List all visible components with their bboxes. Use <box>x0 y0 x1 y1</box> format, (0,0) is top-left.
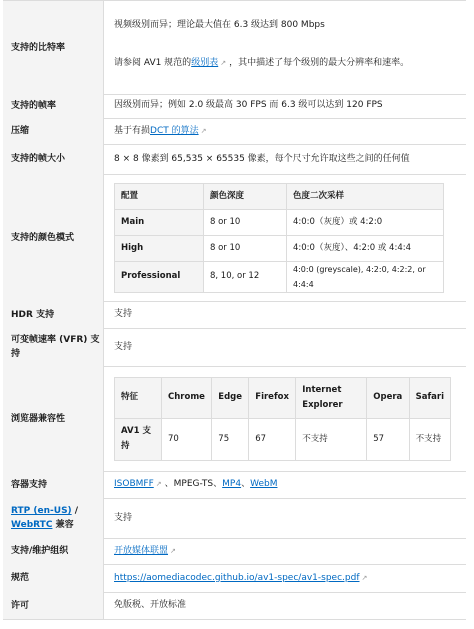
external-link-icon: ↗ <box>220 59 227 67</box>
note-prefix: 请参阅 AV1 规范的 <box>114 58 192 68</box>
external-link-icon: ↗ <box>155 480 162 488</box>
table-cell: 不支持 <box>409 418 450 460</box>
table-cell: 8 or 10 <box>204 235 287 261</box>
row-value <box>104 174 466 301</box>
row-label: 浏览器兼容性 <box>3 366 104 471</box>
table-header: Edge <box>212 377 249 418</box>
table-header: Internet Explorer <box>296 377 367 418</box>
table-header: Opera <box>367 377 409 418</box>
table-cell: Main <box>115 209 204 235</box>
bitrate-text: 视频级别而异；理论最大值在 6.3 级达到 800 Mbps <box>114 20 325 30</box>
spec-pdf-link[interactable]: https://aomediacodec.github.io/av1-spec/av1-spec.pdf <box>114 572 360 583</box>
row-label: 支持的颜色模式 <box>3 174 104 301</box>
compression-prefix: 基于有损 <box>114 125 151 136</box>
browser-compat-table <box>114 377 451 461</box>
table-row <box>115 261 444 292</box>
table-header: 颜色深度 <box>204 183 287 209</box>
table-cell: 8 or 10 <box>204 209 287 235</box>
table-cell: 67 <box>249 418 296 460</box>
separator: 、 <box>241 479 251 489</box>
row-label: 支持/维护组织 <box>3 538 104 564</box>
table-header: 特征 <box>115 377 162 418</box>
row-hdr <box>3 301 466 329</box>
table-header: Chrome <box>162 377 212 418</box>
row-rtp-webrtc <box>3 498 466 539</box>
row-bitrate <box>3 0 466 95</box>
row-value <box>104 366 466 471</box>
webm-link[interactable]: WebM <box>250 479 278 489</box>
label-separator: / <box>71 506 79 516</box>
row-value: 免版税、开放标准 <box>114 600 187 610</box>
webrtc-link[interactable]: WebRTC <box>11 520 53 530</box>
table-cell: 57 <box>367 418 409 460</box>
row-value <box>104 1 466 94</box>
row-license <box>3 592 466 620</box>
row-containers <box>3 471 466 499</box>
table-row <box>115 209 444 235</box>
levels-table-link[interactable]: 级别表 <box>191 58 219 68</box>
table-cell: 75 <box>212 418 249 460</box>
label-suffix: 兼容 <box>52 520 74 530</box>
isobmff-link[interactable]: ISOBMFF <box>114 479 154 489</box>
codec-spec-table <box>3 0 466 622</box>
row-label: 压缩 <box>3 118 104 144</box>
separator: 、 <box>213 479 223 489</box>
table-cell: Professional <box>115 261 204 292</box>
rtp-link[interactable]: RTP (en-US) <box>11 506 72 516</box>
table-row <box>115 235 444 261</box>
separator: 、 <box>164 479 174 489</box>
table-cell: 4:0:0（灰度）、4:2:0 或 4:4:4 <box>287 235 444 261</box>
row-label: 容器支持 <box>3 471 104 498</box>
row-browser-compat <box>3 366 466 472</box>
row-label: 支持的帧大小 <box>3 144 104 174</box>
table-row <box>115 418 451 460</box>
row-label: 可变帧速率 (VFR) 支持 <box>3 328 104 366</box>
table-cell: 4:0:0 (greyscale), 4:2:0, 4:2:2, or 4:4:4 <box>287 261 444 292</box>
row-value: 支持 <box>114 341 133 352</box>
row-value <box>104 564 466 592</box>
table-header: 配置 <box>115 183 204 209</box>
row-label: 支持的帧率 <box>3 93 104 118</box>
row-colormodes <box>3 174 466 302</box>
row-specification <box>3 564 466 593</box>
table-cell: 70 <box>162 418 212 460</box>
row-framesize <box>3 144 466 175</box>
row-label: HDR 支持 <box>3 301 104 328</box>
table-header-row <box>115 377 451 418</box>
table-header-row <box>115 183 444 209</box>
table-cell: AV1 支持 <box>115 418 162 460</box>
row-value <box>104 118 466 144</box>
row-value: 支持 <box>114 309 133 319</box>
row-label <box>3 498 104 538</box>
table-header: Firefox <box>249 377 296 418</box>
note-suffix: ，其中描述了每个级别的最大分辨率和速率。 <box>229 58 410 68</box>
external-link-icon: ↗ <box>170 546 176 555</box>
table-cell: 8, 10, or 12 <box>204 261 287 292</box>
external-link-icon: ↗ <box>200 126 207 135</box>
mpeg-ts-text: MPEG-TS <box>173 479 214 489</box>
mp4-link[interactable]: MP4 <box>222 479 242 489</box>
row-value <box>104 471 466 498</box>
row-compression <box>3 118 466 145</box>
row-label: 支持的比特率 <box>3 1 104 94</box>
row-value: 因级别而异；例如 2.0 级最高 30 FPS 而 6.3 级可以达到 120 FPS <box>114 100 383 110</box>
bitrate-note <box>114 56 409 71</box>
row-value <box>104 538 466 564</box>
color-mode-table <box>114 183 444 293</box>
row-value: 支持 <box>114 512 133 523</box>
table-cell: 4:0:0（灰度）或 4:2:0 <box>287 209 444 235</box>
row-label: 许可 <box>3 592 104 619</box>
aomedia-link[interactable]: 开放媒体联盟 <box>114 545 169 556</box>
table-header: Safari <box>409 377 450 418</box>
row-label: 规范 <box>3 564 104 592</box>
row-vfr <box>3 328 466 367</box>
external-link-icon: ↗ <box>361 573 368 582</box>
row-value: 8 × 8 像素到 65,535 × 65535 像素，每个尺寸允许取这些之间的任何值 <box>114 153 410 164</box>
table-cell: 不支持 <box>296 418 367 460</box>
table-cell: High <box>115 235 204 261</box>
dct-link[interactable]: DCT 的算法 <box>150 125 199 136</box>
table-header: 色度二次采样 <box>287 183 444 209</box>
row-organization <box>3 538 466 565</box>
row-framerate <box>3 93 466 119</box>
